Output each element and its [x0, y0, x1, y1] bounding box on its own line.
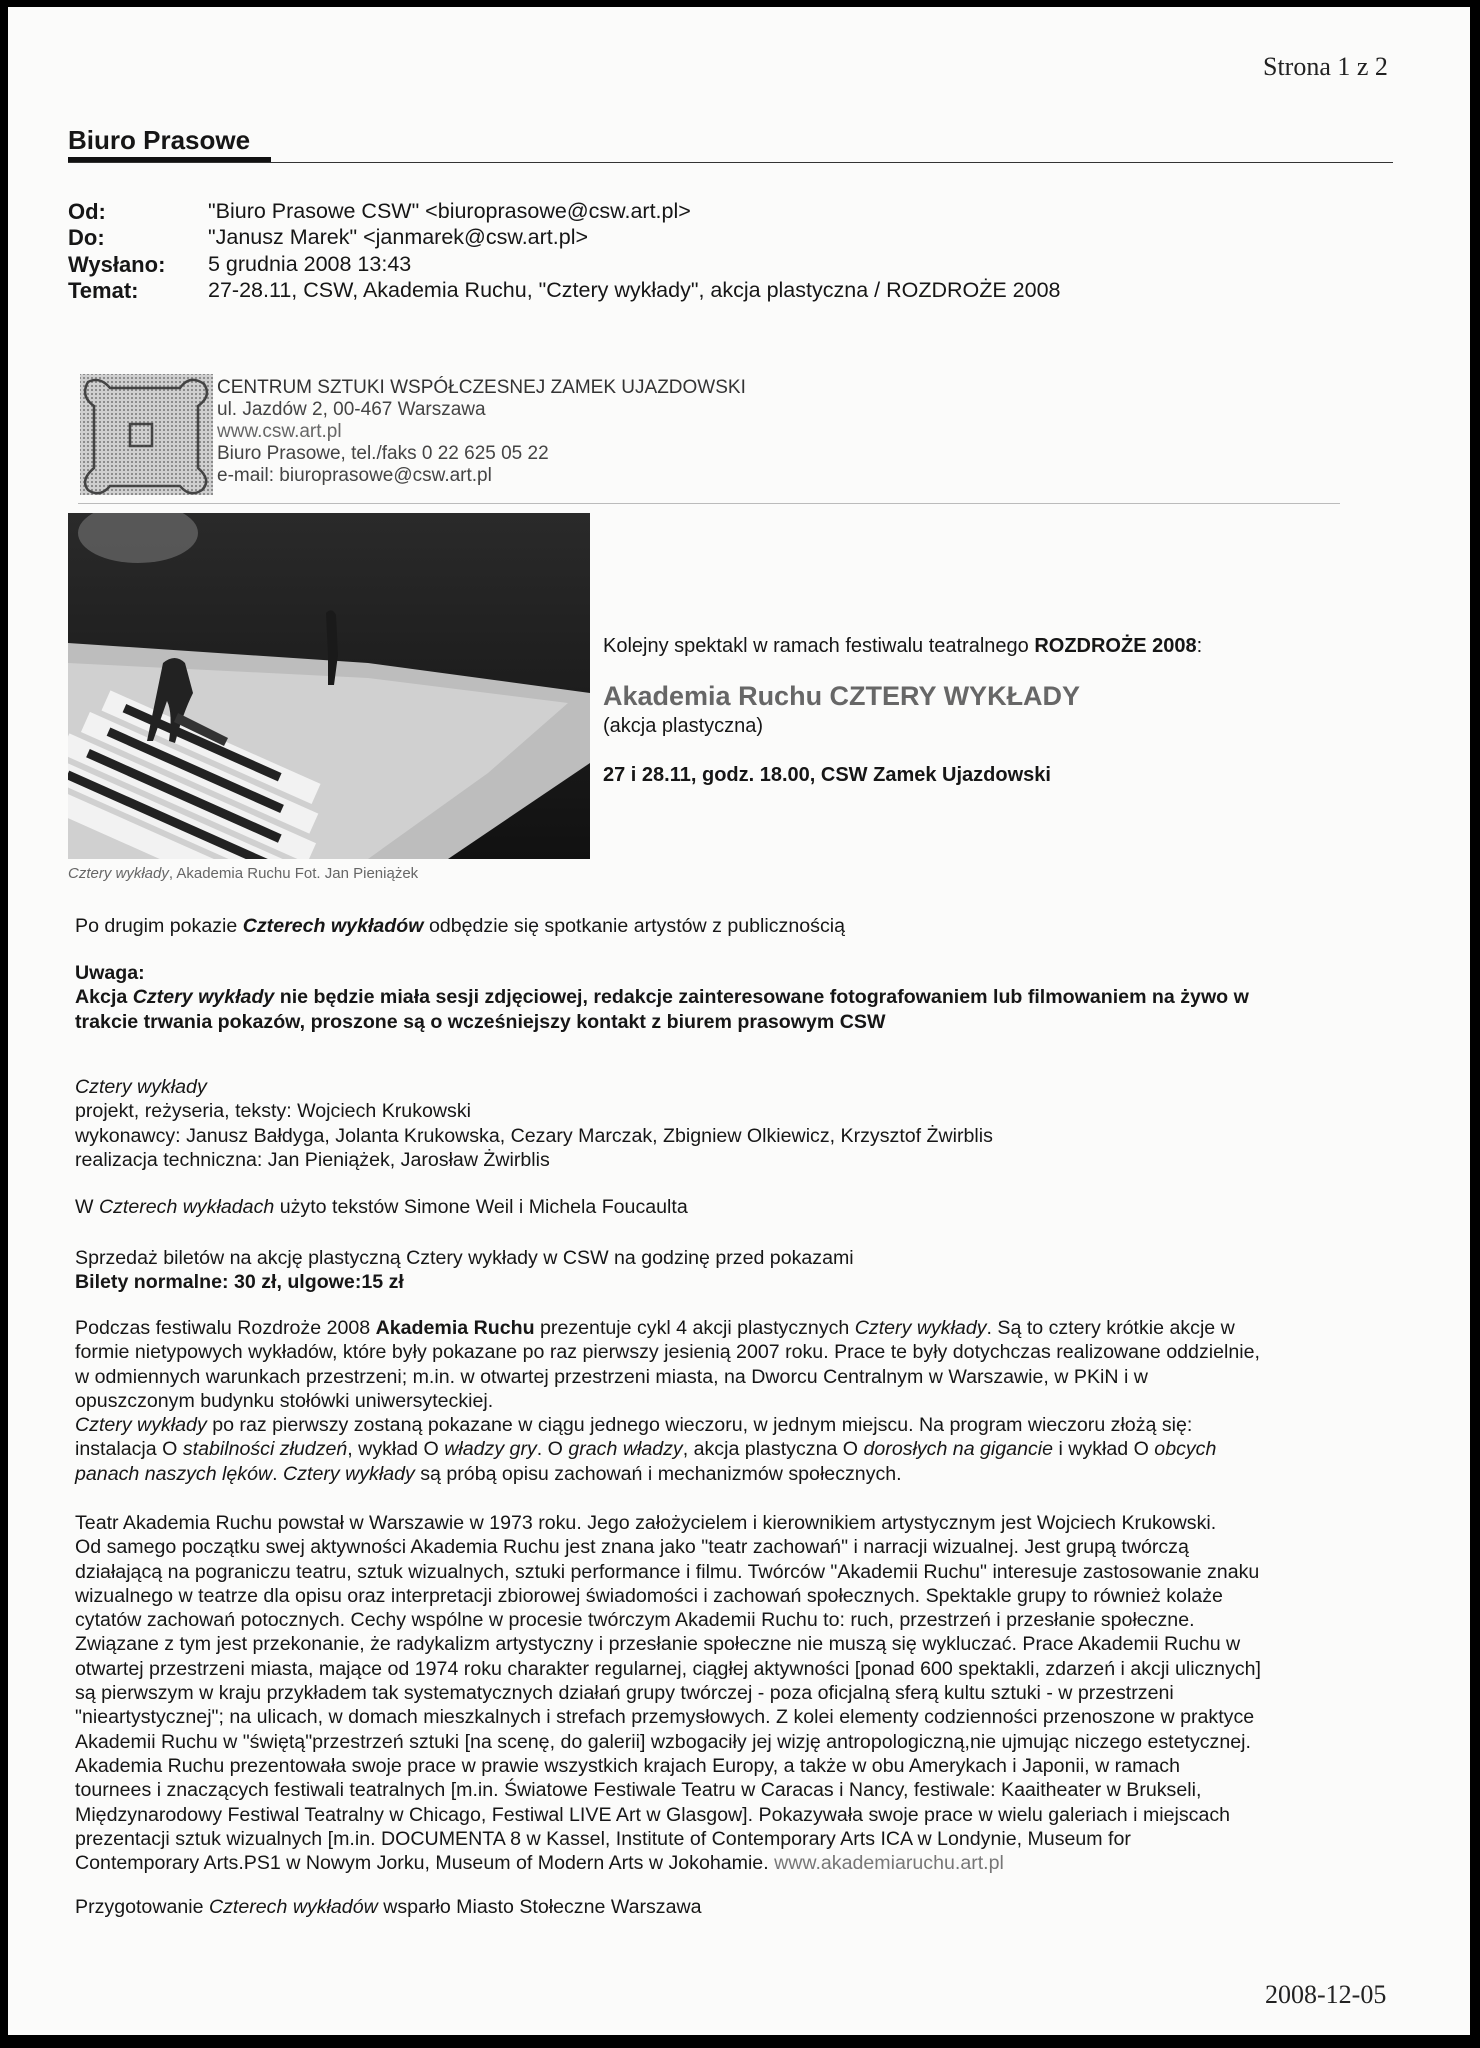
paragraph-texts: [75, 1195, 688, 1219]
scanned-page: [8, 7, 1470, 2035]
text-line: [75, 1754, 1261, 1778]
institution-phone: Biuro Prasowe, tel./faks 0 22 625 05 22: [217, 443, 549, 464]
text-segment: tournees i znaczących festiwali teatralnych [m.in. Światowe Festiwale Teatru w Caracas i Nancy, festiwale: Kaaitheater w Brukseli,: [75, 1779, 1202, 1802]
text-line: [75, 1827, 1261, 1851]
text-segment: wizualnego w teatrze dla opisu oraz interpretacji zbiorowej świadomości i zachowań społecznych. Spektakle grupy to również kolaże: [75, 1584, 1223, 1607]
text-segment: Związane z tym jest przekonanie, że radykalizm artystyczny i przesłanie społeczne nie muszą się wykluczać. Prace Akademii Ruchu w: [75, 1633, 1241, 1656]
text-segment: W: [75, 1196, 99, 1218]
institution-address: ul. Jazdów 2, 00-467 Warszawa: [217, 399, 486, 420]
text-line: [75, 1413, 1260, 1437]
text-segment: Przygotowanie: [75, 1896, 209, 1918]
text-segment: dorosłych na gigancie: [863, 1438, 1054, 1461]
text-segment: projekt, reżyseria, teksty: Wojciech Krukowski: [75, 1100, 471, 1123]
caption-credit: , Akademia Ruchu Fot. Jan Pieniążek: [168, 865, 419, 882]
institution-name: CENTRUM SZTUKI WSPÓŁCZESNEJ ZAMEK UJAZDOWSKI: [217, 377, 746, 398]
paragraph-tickets: [75, 1246, 854, 1295]
text-line: [75, 1340, 1260, 1364]
text-line: [75, 1608, 1261, 1632]
text-segment: nie będzie miała sesji zdjęciowej, redakcje zainteresowane fotografowaniem lub filmowaniem na żywo w: [274, 986, 1249, 1009]
text-line: [75, 1365, 1260, 1389]
to-value: "Janusz Marek" <janmarek@csw.art.pl>: [208, 225, 589, 249]
text-segment: Cztery wykłady: [854, 1317, 987, 1339]
page-number: Strona 1 z 2: [1263, 52, 1388, 81]
text-segment: grach władzy: [568, 1438, 683, 1461]
text-line: [75, 1099, 993, 1123]
text-line: [75, 985, 1249, 1009]
text-segment: Międzynarodowy Festiwal Teatralny w Chicago, Festiwal LIVE Art w Glasgow]. Pokazywała swoje prace w wielu galeriach i miejscach: [75, 1803, 1231, 1826]
from-label: Od:: [68, 199, 106, 224]
text-line: [75, 1730, 1261, 1754]
event-intro: [603, 635, 1202, 658]
text-line: [75, 1389, 1260, 1413]
text-segment: . Są to cztery krótkie akcje w: [986, 1317, 1235, 1339]
text-segment: Akademia Ruchu: [375, 1317, 535, 1339]
text-line: [75, 961, 1249, 985]
text-segment: Contemporary Arts.PS1 w Nowym Jorku, Museum of Modern Arts w Jokohamie.: [75, 1852, 775, 1875]
text-line: [75, 1437, 1260, 1461]
text-segment: prezentuje cykl 4 akcji plastycznych: [534, 1317, 855, 1339]
text-segment: Sprzedaż biletów na akcję plastyczną Cztery wykłady w CSW na godzinę przed pokazami: [75, 1247, 854, 1269]
text-segment: działającą na pograniczu teatru, sztuk wizualnych, sztuki performance i filmu. Twórców "Akademii Ruchu" interesuje zastosowanie znaku: [75, 1560, 1260, 1583]
text-line: [75, 914, 845, 938]
intro-text: Kolejny spektakl w ramach festiwalu teatralnego: [603, 635, 1035, 657]
text-segment: Podczas festiwalu Rozdroże 2008: [75, 1317, 376, 1339]
website-link[interactable]: www.akademiaruchu.art.pl: [774, 1852, 1004, 1875]
sent-value: 5 grudnia 2008 13:43: [208, 252, 412, 276]
text-line: [75, 1511, 1261, 1535]
text-segment: , wykład O: [347, 1438, 445, 1461]
text-line: [75, 1895, 702, 1919]
to-label: Do:: [68, 225, 105, 250]
text-segment: Uwaga:: [75, 962, 145, 984]
text-segment: realizacja techniczna: Jan Pieniążek, Jarosław Żwirblis: [75, 1148, 550, 1171]
text-segment: Po drugim pokazie: [75, 915, 243, 937]
caption-title: Cztery wykłady: [68, 865, 169, 882]
festival-name: ROZDROŻE 2008: [1034, 635, 1197, 657]
paragraph-sponsor: [75, 1895, 702, 1919]
text-line: [75, 1270, 854, 1294]
paragraph-credits: [75, 1075, 993, 1172]
text-line: [75, 1462, 1260, 1486]
text-segment: Akademii Ruchu w "świętą"przestrzeń sztuki [na scenę, do galerii] wzbogaciły jej wizję antropologiczną,nie ujmując niczego estetycznej.: [75, 1730, 1251, 1753]
text-segment: Czterech wykładach: [98, 1196, 275, 1218]
text-segment: opuszczonym budynku stołówki uniwersyteckiej.: [75, 1389, 494, 1412]
sent-label: Wysłano:: [68, 252, 166, 277]
paragraph-about-theatre: [75, 1511, 1261, 1875]
intro-colon: :: [1196, 635, 1203, 657]
text-segment: są próbą opisu zachowań i mechanizmów społecznych.: [414, 1462, 902, 1485]
text-line: [75, 1632, 1261, 1656]
text-segment: Cztery wykłady: [75, 1414, 207, 1437]
text-segment: Cztery wykłady: [75, 1076, 207, 1098]
text-line: [75, 1560, 1261, 1584]
text-line: [75, 1246, 854, 1270]
text-line: [75, 1535, 1261, 1559]
text-segment: wsparło Miasto Stołeczne Warszawa: [377, 1896, 702, 1918]
text-segment: obcych: [1154, 1438, 1217, 1461]
text-line: [75, 1778, 1261, 1802]
text-segment: odbędzie się spotkanie artystów z publicznością: [423, 915, 845, 937]
text-line: [75, 1681, 1261, 1705]
text-segment: Akademia Ruchu prezentowała swoje prace w prawie wszystkich krajach Europy, a także w obu Amerykach i Japonii, w ramach: [75, 1754, 1180, 1777]
page-title: Biuro Prasowe: [68, 125, 251, 155]
text-segment: są pierwszym w kraju przykładem tak systematycznych działań grupy twórczej - poza oficjalną sferą kultu sztuki - w przestrzeni: [75, 1682, 1174, 1705]
text-line: [75, 1010, 1249, 1034]
paragraph-meeting: [75, 914, 845, 938]
text-segment: Cztery wykłady: [283, 1462, 415, 1485]
separator: [78, 503, 1340, 504]
institution-email: e-mail: biuroprasowe@csw.art.pl: [217, 465, 492, 486]
text-segment: władzy gry: [444, 1438, 537, 1461]
text-segment: i wykład O: [1053, 1438, 1155, 1461]
text-line: [75, 1705, 1261, 1729]
text-segment: w odmiennych warunkach przestrzeni; m.in. w otwartej przestrzeni miasta, na Dworcu Centralnym w Warszawie, w PKiN i w: [75, 1365, 1148, 1388]
text-segment: Cztery wykłady: [132, 986, 275, 1009]
text-segment: formie nietypowych wykładów, które były pokazane po raz pierwszy jesienią 2007 roku. Prace te były dotychczas realizowane oddzielnie,: [75, 1341, 1260, 1364]
text-segment: prezentacji sztuk wizualnych [m.in. DOCUMENTA 8 w Kassel, Institute of Contemporary Arts ICA w Londynie, Museum for: [75, 1827, 1131, 1850]
title-rule: [68, 162, 1393, 163]
text-line: [75, 1195, 688, 1219]
text-segment: otwartej przestrzeni miasta, mające od 1974 roku charakter regularnej, ciągłej aktywności [ponad 600 spektakli, zdarzeń i akcji ulicznych]: [75, 1657, 1262, 1680]
text-segment: panach naszych lęków: [75, 1462, 273, 1485]
text-segment: Od samego początku swej aktywności Akademia Ruchu jest znana jako "teatr zachowań" i narracji wizualnej. Jest grupą twórczą: [75, 1536, 1189, 1559]
text-line: [75, 1148, 993, 1172]
text-line: [75, 1803, 1261, 1827]
performance-photo: [68, 513, 590, 859]
text-segment: Teatr Akademia Ruchu powstał w Warszawie w 1973 roku. Jego założycielem i kierownikiem artystycznym jest Wojciech Krukowski.: [75, 1512, 1217, 1534]
text-segment: instalacja O: [75, 1438, 183, 1461]
text-segment: .: [272, 1462, 284, 1485]
text-segment: wykonawcy: Janusz Bałdyga, Jolanta Krukowska, Cezary Marczak, Zbigniew Olkiewicz, Krzysztof Żwirblis: [75, 1124, 993, 1147]
text-segment: "nieartystycznej"; na ulicach, w domach mieszkalnych i strefach przemysłowych. Z kolei elementy codzienności przenoszone w praktyce: [75, 1706, 1255, 1729]
paragraph-notice: [75, 961, 1249, 1034]
text-segment: trakcie trwania pokazów, proszone są o wcześniejszy kontakt z biurem prasowym CSW: [75, 1010, 886, 1033]
event-date: 27 i 28.11, godz. 18.00, CSW Zamek Ujazdowski: [603, 764, 1051, 786]
text-line: [75, 1316, 1260, 1340]
text-segment: użyto tekstów Simone Weil i Michela Foucaulta: [274, 1196, 688, 1218]
text-segment: Czterech wykładów: [242, 915, 424, 937]
paragraph-festival: [75, 1316, 1260, 1486]
subject-label: Temat:: [68, 278, 139, 303]
print-date: 2008-12-05: [1265, 1980, 1387, 2009]
text-segment: cytatów zachowań potocznych. Cechy wspólne w procesie twórczym Akademii Ruchu to: ruch, przestrzeń i przesłanie społeczne.: [75, 1609, 1195, 1632]
text-segment: , akcja plastyczna O: [682, 1438, 864, 1461]
csw-castle-logo-icon: [78, 372, 215, 497]
text-segment: stabilności złudzeń: [182, 1438, 348, 1461]
event-title: Akademia Ruchu CZTERY WYKŁADY: [603, 681, 1081, 711]
text-line: [75, 1075, 993, 1099]
text-line: [75, 1851, 1261, 1875]
text-line: [75, 1657, 1261, 1681]
event-subtitle: (akcja plastyczna): [603, 715, 764, 737]
text-segment: Bilety normalne: 30 zł, ulgowe:15 zł: [75, 1271, 404, 1294]
text-segment: Akcja: [75, 986, 133, 1009]
institution-website-link[interactable]: www.csw.art.pl: [217, 421, 342, 442]
text-segment: . O: [536, 1438, 569, 1461]
text-line: [75, 1584, 1261, 1608]
subject-value: 27-28.11, CSW, Akademia Ruchu, "Cztery wykłady", akcja plastyczna / ROZDROŻE 2008: [208, 278, 1061, 302]
text-segment: Czterech wykładów: [208, 1896, 378, 1918]
from-value: "Biuro Prasowe CSW" <biuroprasowe@csw.art.pl>: [208, 199, 691, 223]
photo-caption: [68, 865, 418, 882]
text-line: [75, 1124, 993, 1148]
text-segment: po raz pierwszy zostaną pokazane w ciągu jednego wieczoru, w jednym miejscu. Na program wieczoru złożą się:: [206, 1414, 1193, 1437]
